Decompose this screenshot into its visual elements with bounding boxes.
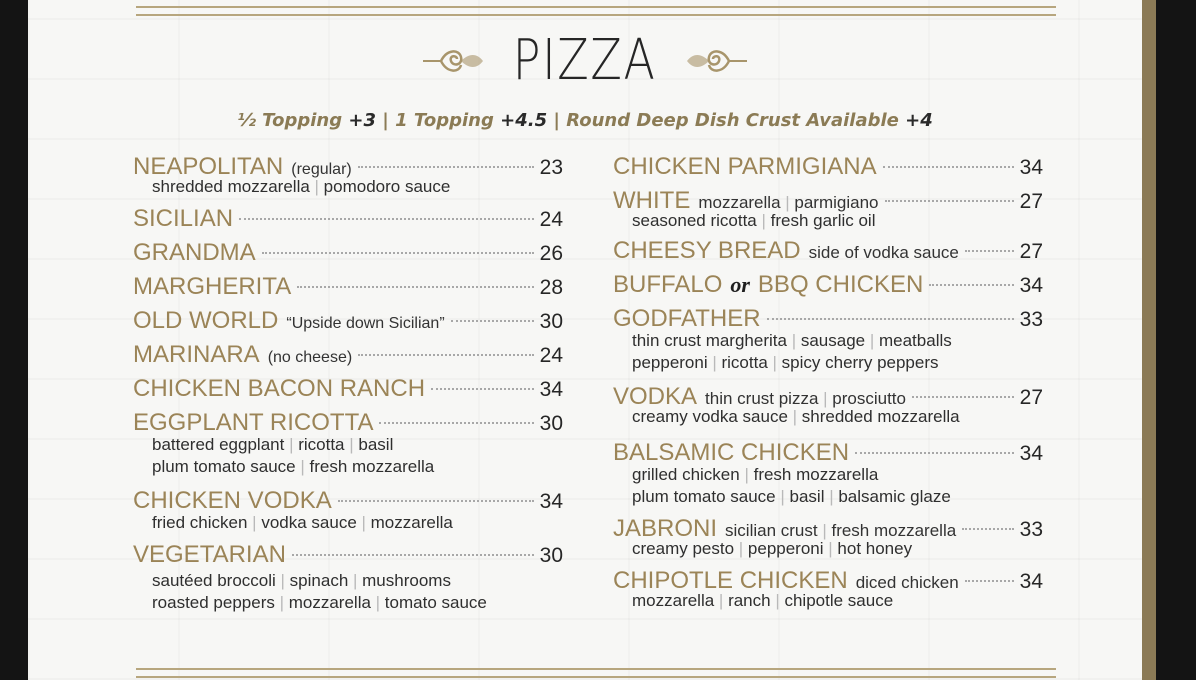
item-description: roasted peppers | mozzarella | tomato sauce: [152, 593, 487, 612]
menu-item-margherita: [133, 270, 563, 304]
menu-item-grandma: [133, 236, 563, 270]
menu-item-marinara: [133, 338, 563, 372]
item-price: 24: [539, 344, 563, 367]
menu-item-chicken-vodka: [133, 484, 563, 534]
dot-leader: [292, 554, 534, 556]
item-price: 34: [1019, 442, 1043, 465]
menu-item-sicilian: [133, 202, 563, 236]
item-name: MARGHERITA: [133, 273, 292, 300]
separator: |: [823, 389, 828, 408]
item-price: 27: [1019, 386, 1043, 409]
separator: |: [314, 177, 319, 196]
item-name: VODKA: [613, 383, 698, 410]
item-price: 26: [539, 242, 563, 265]
item-description: mozzarella | ranch | chipotle sauce: [632, 591, 894, 610]
item-name: MARINARA: [133, 341, 260, 368]
item-description: grilled chicken | fresh mozzarella: [632, 465, 879, 484]
item-name: OLD WORLD: [133, 307, 279, 334]
item-description: battered eggplant | ricotta | basil: [152, 435, 394, 454]
half-topping-label: ½ Topping: [237, 110, 343, 131]
separator: |: [718, 591, 724, 610]
item-description: seasoned ricotta | fresh garlic oil: [632, 211, 876, 230]
separator: |: [712, 353, 717, 372]
menu-page: [28, 0, 1142, 680]
item-note: (no cheese): [267, 349, 353, 366]
item-name: CHICKEN VODKA: [133, 487, 332, 514]
menu-item-godfather: [613, 302, 1043, 374]
section-header: [28, 28, 1142, 93]
half-topping-price: +3: [348, 110, 376, 131]
item-price: 34: [1019, 570, 1043, 593]
item-price: 30: [539, 544, 563, 567]
menu-item-buffalo-bbq-chicken: [613, 268, 1043, 302]
dot-leader: [262, 252, 534, 254]
item-description: creamy pesto | pepperoni | hot honey: [632, 539, 913, 558]
dot-leader: [962, 528, 1013, 530]
menu-item-white: [613, 184, 1043, 232]
item-price: 33: [1019, 518, 1043, 541]
bottom-divider: [136, 668, 1056, 678]
item-price: 34: [1019, 156, 1043, 179]
dot-leader: [912, 396, 1014, 398]
dot-leader: [239, 218, 534, 220]
separator: |: [280, 571, 285, 590]
right-menu-column: [613, 150, 1043, 612]
item-name: CHIPOTLE CHICKEN: [613, 567, 848, 594]
separator: |: [780, 487, 785, 506]
item-price: 24: [539, 208, 563, 231]
separator: |: [792, 407, 798, 426]
item-description: plum tomato sauce | fresh mozzarella: [152, 457, 435, 476]
menu-item-neapolitan: [133, 150, 563, 198]
item-name: GODFATHER: [613, 305, 761, 332]
item-name: WHITE: [613, 187, 691, 214]
menu-item-balsamic-chicken: [613, 436, 1043, 508]
menu-item-old-world: [133, 304, 563, 338]
separator: |: [279, 593, 285, 612]
item-description: creamy vodka sauce | shredded mozzarella: [632, 407, 960, 426]
item-price: 34: [539, 378, 563, 401]
separator: |: [361, 513, 366, 532]
item-note: (regular): [291, 161, 352, 178]
dot-leader: [431, 388, 534, 390]
dot-leader: [929, 284, 1013, 286]
separator: |: [375, 593, 381, 612]
item-price: 27: [1019, 190, 1043, 213]
frame-edge: [1142, 0, 1156, 680]
item-description: thin crust margherita | sausage | meatballs: [632, 331, 952, 350]
item-name: SICILIAN: [133, 205, 234, 232]
item-price: 34: [539, 490, 563, 513]
item-description: fried chicken | vodka sauce | mozzarella: [152, 513, 453, 532]
item-note: thin crust pizza | prosciutto: [705, 389, 906, 408]
dot-leader: [451, 320, 534, 322]
separator: |: [300, 457, 305, 476]
dot-leader: [883, 166, 1014, 168]
menu-item-eggplant-ricotta: [133, 406, 563, 478]
dot-leader: [297, 286, 533, 288]
separator: |: [772, 353, 777, 372]
separator: |: [822, 521, 827, 540]
item-note: diced chicken: [855, 573, 959, 592]
item-price: 34: [1019, 274, 1043, 297]
item-price: 27: [1019, 240, 1043, 263]
item-name: CHEESY BREAD: [613, 237, 801, 264]
item-note: mozzarella | parmigiano: [698, 193, 879, 212]
separator: |: [289, 435, 294, 454]
top-divider: [136, 6, 1056, 16]
dot-leader: [965, 580, 1014, 582]
item-name: EGGPLANT RICOTTA: [133, 409, 374, 436]
menu-item-cheesy-bread: [613, 234, 1043, 268]
deep-dish-price: +4: [905, 110, 933, 131]
deep-dish-label: | Round Deep Dish Crust Available: [553, 110, 899, 131]
menu-item-chipotle-chicken: [613, 564, 1043, 612]
separator: |: [829, 487, 834, 506]
separator: |: [353, 571, 358, 590]
item-name: VEGETARIAN: [133, 541, 286, 568]
dot-leader: [885, 200, 1014, 202]
right-flourish-icon: [685, 43, 749, 79]
item-price: 28: [539, 276, 563, 299]
separator: |: [828, 539, 833, 558]
separator: |: [775, 591, 780, 610]
item-price: 33: [1019, 308, 1043, 331]
item-name: CHICKEN PARMIGIANA: [613, 153, 877, 180]
one-topping-price: +4.5: [500, 110, 548, 131]
item-note: sicilian crust | fresh mozzarella: [725, 521, 957, 540]
item-description: pepperoni | ricotta | spicy cherry peppers: [632, 353, 939, 372]
menu-item-vodka: [613, 380, 1043, 428]
menu-item-jabroni: [613, 512, 1043, 560]
menu-item-chicken-parmigiana: [613, 150, 1043, 184]
page-title: PIZZA: [513, 28, 657, 93]
item-description: shredded mozzarella | pomodoro sauce: [152, 177, 451, 196]
item-name: NEAPOLITAN: [133, 153, 284, 180]
item-description: sautéed broccoli | spinach | mushrooms: [152, 571, 451, 590]
menu-item-chicken-bacon-ranch: [133, 372, 563, 406]
menu-item-vegetarian: [133, 538, 563, 614]
item-price: 23: [539, 156, 563, 179]
dot-leader: [358, 166, 534, 168]
item-price: 30: [539, 310, 563, 333]
separator: |: [761, 211, 766, 230]
separator: |: [252, 513, 257, 532]
item-price: 30: [539, 412, 563, 435]
left-flourish-icon: [421, 43, 485, 79]
left-menu-column: [133, 150, 563, 614]
dot-leader: [358, 354, 533, 356]
item-note: side of vodka sauce: [808, 243, 959, 262]
item-name: GRANDMA: [133, 239, 256, 266]
item-name: JABRONI: [613, 515, 718, 542]
item-name: BUFFALO: [613, 271, 723, 298]
dot-leader: [338, 500, 534, 502]
dot-leader: [379, 422, 533, 424]
item-note: “Upside down Sicilian”: [286, 315, 445, 332]
separator: |: [738, 539, 744, 558]
item-name: BALSAMIC CHICKEN: [613, 439, 850, 466]
item-description: plum tomato sauce | basil | balsamic glaze: [632, 487, 951, 506]
separator: |: [869, 331, 875, 350]
separator: |: [349, 435, 354, 454]
dot-leader: [767, 318, 1014, 320]
item-name-alt: BBQ CHICKEN: [757, 271, 924, 298]
one-topping-label: | 1 Topping: [382, 110, 494, 131]
item-or-connector: or: [730, 272, 750, 297]
topping-pricing-line: [28, 110, 1142, 131]
separator: |: [744, 465, 749, 484]
separator: |: [785, 193, 790, 212]
item-name: CHICKEN BACON RANCH: [133, 375, 426, 402]
separator: |: [791, 331, 797, 350]
dot-leader: [855, 452, 1014, 454]
dot-leader: [965, 250, 1014, 252]
